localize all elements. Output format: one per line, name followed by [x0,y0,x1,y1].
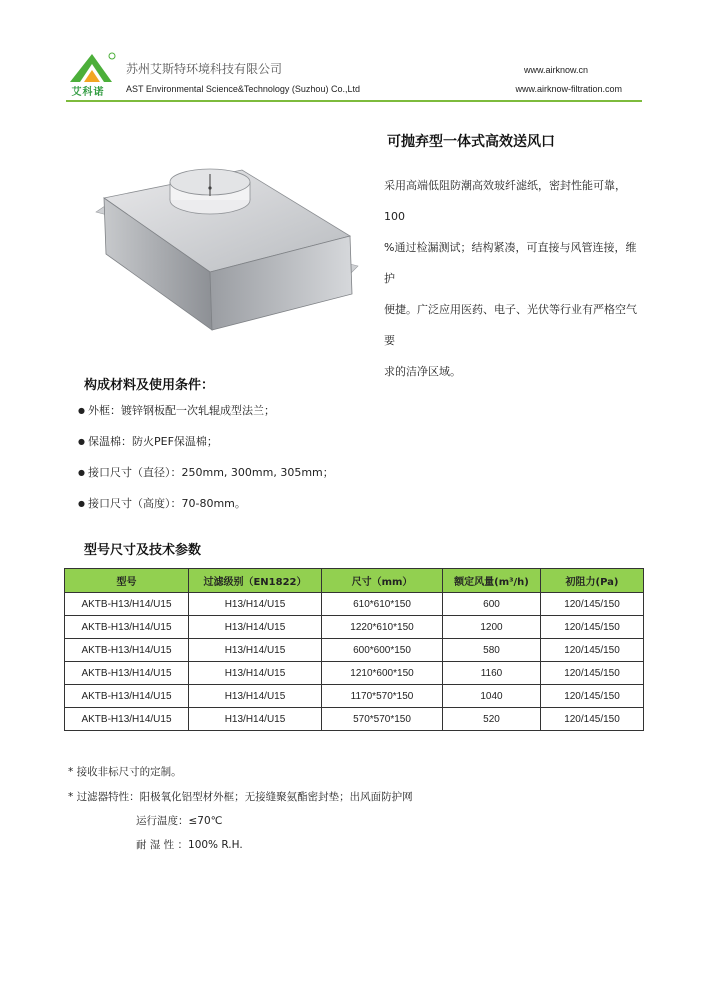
table-header-row [65,569,644,593]
hepa-filter-box-image [92,168,362,338]
cell-grade: H13/H14/U15 [189,639,322,662]
table-row [65,708,644,731]
cell-size: 1170*570*150 [322,685,443,708]
column-header: 额定风量(m³/h) [443,569,541,593]
list-item [78,462,334,493]
cell-model: AKTB-H13/H14/U15 [65,685,189,708]
description-line: 便捷。广泛应用医药、电子、光伏等行业有严格空气要 [384,303,637,347]
bullet-icon: ● [78,406,85,415]
cell-model: AKTB-H13/H14/U15 [65,593,189,616]
column-header: 型号 [65,569,189,593]
description-line: %通过检漏测试；结构紧凑，可直接与风管连接，维护 [384,241,637,285]
company-name-cn: 苏州艾斯特环境科技有限公司 [126,62,283,76]
cell-model: AKTB-H13/H14/U15 [65,639,189,662]
specs-heading: 型号尺寸及技术参数 [84,543,202,558]
cell-size: 570*570*150 [322,708,443,731]
list-item-text: 接口尺寸（直径）：250mm, 300mm, 305mm； [88,466,334,479]
cell-airflow: 520 [443,708,541,731]
cell-model: AKTB-H13/H14/U15 [65,708,189,731]
cell-model: AKTB-H13/H14/U15 [65,662,189,685]
column-header: 尺寸（mm） [322,569,443,593]
cell-airflow: 1160 [443,662,541,685]
cell-size: 610*610*150 [322,593,443,616]
cell-resistance: 120/145/150 [541,616,644,639]
bullet-icon: ● [78,468,85,477]
table-row [65,685,644,708]
bullet-icon: ● [78,499,85,508]
table-row [65,639,644,662]
header-divider [66,100,642,102]
cell-airflow: 1040 [443,685,541,708]
spec-table [64,568,644,731]
website-url-1[interactable]: www.airknow.cn [523,65,588,75]
cell-grade: H13/H14/U15 [189,708,322,731]
table-row [65,593,644,616]
list-item [78,431,334,462]
table-row [65,662,644,685]
column-header: 初阻力(Pa) [541,569,644,593]
materials-list [78,400,334,524]
note-humidity: 耐 湿 性 ：100% R.H. [136,839,243,851]
description-line: 求的洁净区域。 [384,365,461,378]
cell-resistance: 120/145/150 [541,685,644,708]
list-item-text: 保温棉：防火PEF保温棉； [88,435,218,448]
list-item-text: 外框：镀锌钢板配一次轧辊成型法兰； [88,404,275,417]
list-item-text: 接口尺寸（高度）：70-80mm。 [88,497,246,510]
note-custom: * 接收非标尺寸的定制。 [68,766,182,778]
cell-grade: H13/H14/U15 [189,685,322,708]
note-temperature: 运行温度：≤70℃ [136,815,223,827]
cell-airflow: 580 [443,639,541,662]
list-item [78,400,334,431]
logo-text: 艾科诺 [71,87,105,98]
cell-airflow: 1200 [443,616,541,639]
company-name-en: AST Environmental Science&Technology (Suzhou) Co.,Ltd [126,84,360,94]
cell-resistance: 120/145/150 [541,593,644,616]
cell-grade: H13/H14/U15 [189,662,322,685]
cell-model: AKTB-H13/H14/U15 [65,616,189,639]
cell-grade: H13/H14/U15 [189,616,322,639]
table-row [65,616,644,639]
cell-grade: H13/H14/U15 [189,593,322,616]
cell-airflow: 600 [443,593,541,616]
product-description [384,170,646,387]
column-header: 过滤级别（EN1822） [189,569,322,593]
cell-size: 600*600*150 [322,639,443,662]
cell-size: 1220*610*150 [322,616,443,639]
note-filter-properties: * 过滤器特性：阳极氧化铝型材外框；无接缝聚氨酯密封垫；出风面防护网 [68,791,413,803]
cell-resistance: 120/145/150 [541,639,644,662]
list-item [78,493,334,524]
description-line: 采用高端低阻防潮高效玻纤滤纸，密封性能可靠，100 [384,179,626,223]
materials-heading: 构成材料及使用条件： [84,378,215,393]
cell-resistance: 120/145/150 [541,662,644,685]
bullet-icon: ● [78,437,85,446]
cell-size: 1210*600*150 [322,662,443,685]
product-title: 可抛弃型一体式高效送风口 [387,134,555,150]
website-url-2[interactable]: www.airknow-filtration.com [515,84,622,94]
cell-resistance: 120/145/150 [541,708,644,731]
